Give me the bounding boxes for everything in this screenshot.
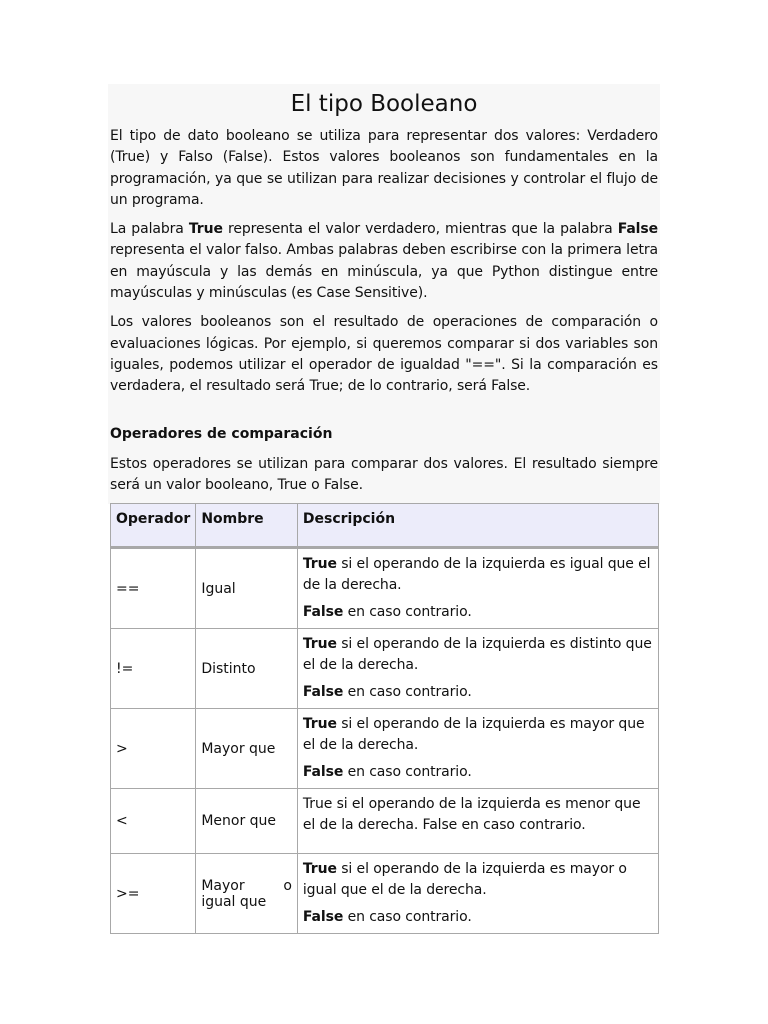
paragraph-intro: El tipo de dato booleano se utiliza para representar dos valores: Verdadero (True) y Falso (False). Estos valores booleanos son fundamentales en la programación, ya que se utilizan para realizar decisiones y controlar el flujo de un programa. — [110, 128, 658, 208]
description-cell: True si el operando de la izquierda es igual que el de la derecha. False en caso contrario. — [297, 548, 658, 629]
name-cell: Igual — [196, 548, 298, 629]
operator-cell: >= — [111, 854, 196, 934]
description-cell: True si el operando de la izquierda es mayor o igual que el de la derecha. False en caso contrario. — [297, 854, 658, 934]
table-row — [111, 854, 659, 934]
table-row — [111, 789, 659, 854]
operator-cell: < — [111, 789, 196, 854]
name-cell: Mayor o igual que — [196, 854, 298, 934]
table-row — [111, 548, 659, 629]
operator-cell: != — [111, 629, 196, 709]
name-cell: Mayor que — [196, 709, 298, 789]
operator-cell: > — [111, 709, 196, 789]
section-heading: Operadores de comparación — [110, 425, 333, 442]
header-operador: Operador — [111, 504, 196, 548]
document-body — [110, 84, 658, 504]
page-title: El tipo Booleano — [290, 91, 478, 117]
operator-cell: == — [111, 548, 196, 629]
description-cell: True si el operando de la izquierda es mayor que el de la derecha. False en caso contrario. — [297, 709, 658, 789]
table-row — [111, 709, 659, 789]
paragraph-true-false: La palabra True representa el valor verdadero, mientras que la palabra False representa el valor falso. Ambas palabras deben escribirse con la primera letra en mayúscula y las demás en minúscula, ya que Python distingue entre mayúsculas y minúsculas (es Case Sensitive). — [110, 221, 659, 302]
name-cell: Menor que — [196, 789, 298, 854]
table-row — [111, 629, 659, 709]
comparison-operators-table — [110, 503, 659, 934]
paragraph-comparison: Los valores booleanos son el resultado de operaciones de comparación o evaluaciones lógicas. Por ejemplo, si queremos comparar si dos variables son iguales, podemos utilizar el operador de igualdad "==". Si la comparación es verdadera, el resultado será True; de lo contrario, será False. — [110, 314, 658, 395]
header-descripcion: Descripción — [297, 504, 658, 548]
table-header-row — [111, 504, 659, 548]
header-nombre: Nombre — [196, 504, 298, 548]
description-cell: True si el operando de la izquierda es menor que el de la derecha. False en caso contrario. — [297, 789, 658, 854]
name-cell: Distinto — [196, 629, 298, 709]
description-cell: True si el operando de la izquierda es distinto que el de la derecha. False en caso contrario. — [297, 629, 658, 709]
section-intro: Estos operadores se utilizan para comparar dos valores. El resultado siempre será un valor booleano, True o False. — [110, 455, 658, 493]
